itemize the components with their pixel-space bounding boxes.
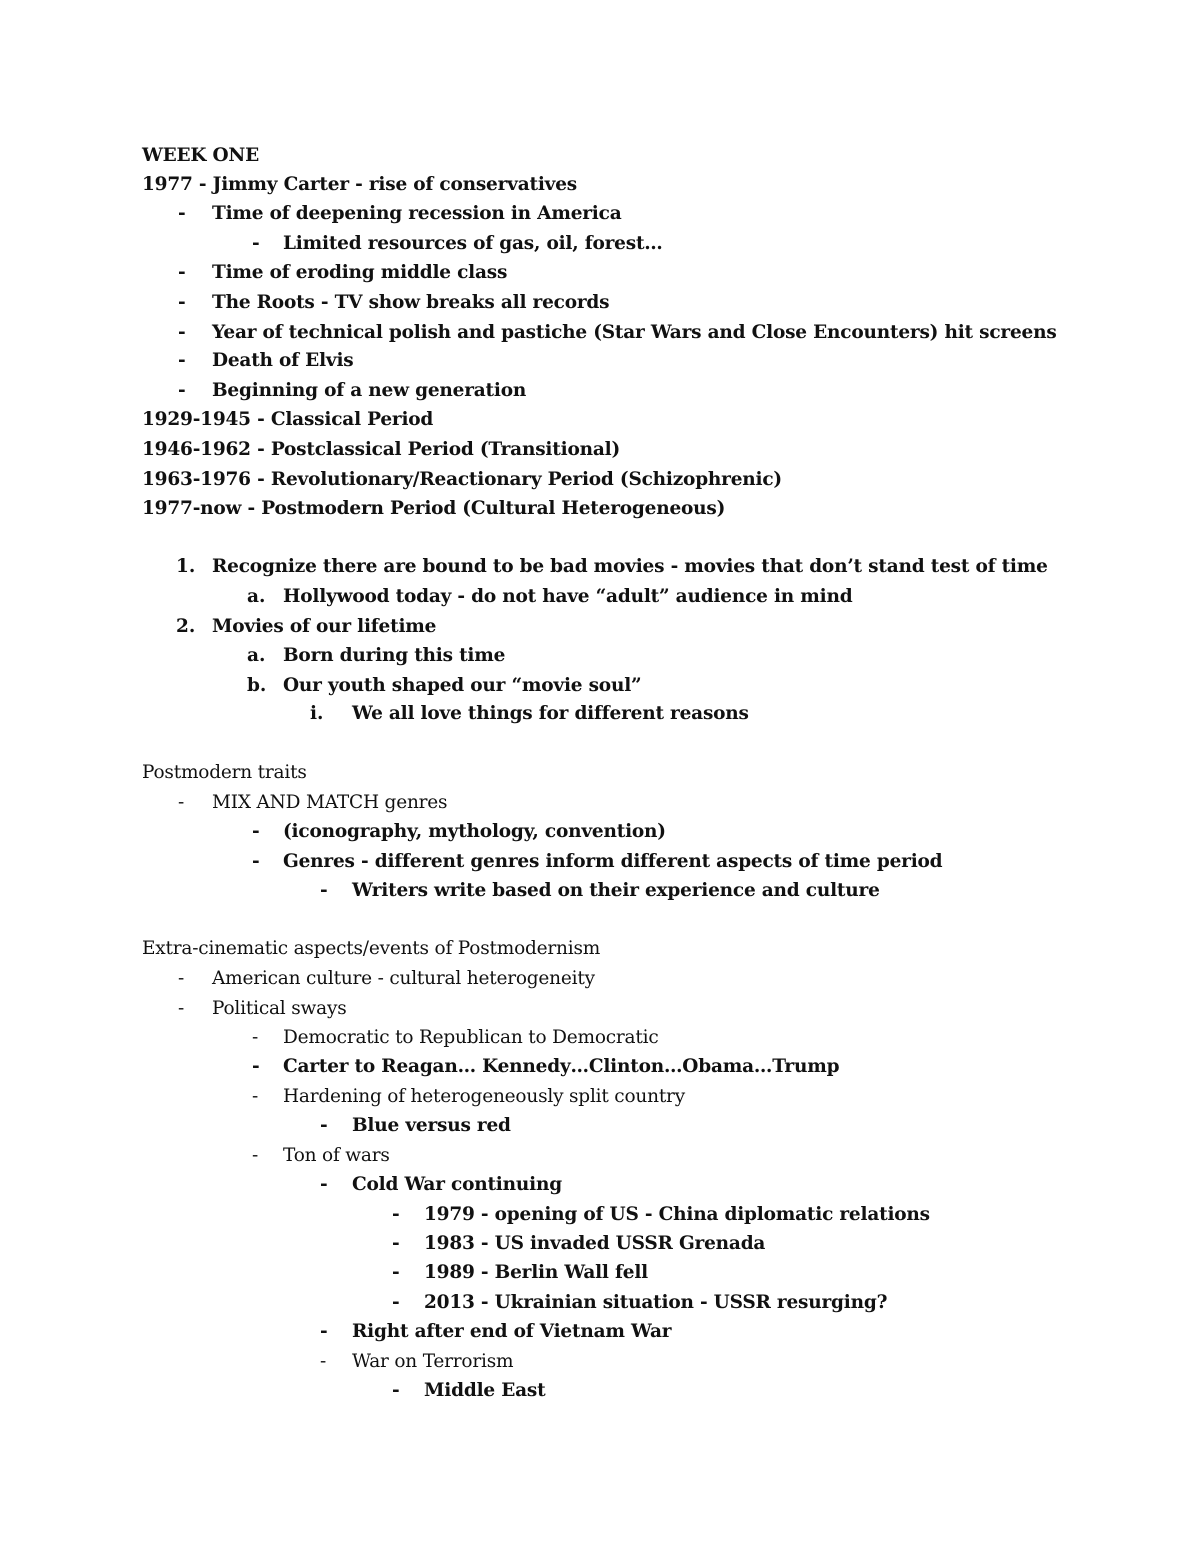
list-marker: - xyxy=(178,322,186,343)
list-marker: - xyxy=(252,821,260,842)
list-item-text: Time of deepening recession in America xyxy=(212,203,622,224)
list-marker: - xyxy=(252,1145,259,1166)
list-item-text: Death of Elvis xyxy=(212,350,354,371)
list-marker: a. xyxy=(247,586,266,607)
list-item-text: Carter to Reagan… Kennedy…Clinton…Obama…Trump xyxy=(283,1056,840,1077)
list-marker: - xyxy=(178,350,186,371)
list-item-text: Beginning of a new generation xyxy=(212,380,527,401)
list-item-text: MIX AND MATCH genres xyxy=(212,792,448,813)
list-marker: - xyxy=(320,880,328,901)
list-item-text: We all love things for different reasons xyxy=(352,703,749,724)
list-marker: - xyxy=(178,998,185,1019)
list-item-text: Right after end of Vietnam War xyxy=(352,1321,672,1342)
list-marker: - xyxy=(392,1380,400,1401)
list-item-text: Democratic to Republican to Democratic xyxy=(283,1027,659,1048)
list-item-text: (iconography, mythology, convention) xyxy=(283,821,666,842)
list-item-text: Political sways xyxy=(212,998,347,1019)
list-item-text: Cold War continuing xyxy=(352,1174,562,1195)
list-marker: - xyxy=(178,968,185,989)
list-marker: - xyxy=(252,1086,259,1107)
list-item-text: 2013 - Ukrainian situation - USSR resurging? xyxy=(424,1292,888,1313)
list-item-text: Our youth shaped our “movie soul” xyxy=(283,675,642,696)
list-marker: b. xyxy=(247,675,267,696)
list-marker: - xyxy=(392,1262,400,1283)
list-marker: a. xyxy=(247,645,266,666)
list-marker: - xyxy=(178,203,186,224)
note-line: 1946-1962 - Postclassical Period (Transitional) xyxy=(142,439,620,460)
note-line: 1977 - Jimmy Carter - rise of conservatives xyxy=(142,174,578,195)
list-marker: - xyxy=(320,1351,327,1372)
list-item-text: 1983 - US invaded USSR Grenada xyxy=(424,1233,766,1254)
list-marker: 1. xyxy=(176,556,196,577)
list-item-text: Middle East xyxy=(424,1380,546,1401)
list-item-text: Limited resources of gas, oil, forest… xyxy=(283,233,663,254)
list-item-text: Genres - different genres inform different aspects of time period xyxy=(283,851,943,872)
list-item-text: Blue versus red xyxy=(352,1115,511,1136)
list-marker: i. xyxy=(310,703,324,724)
page-heading: WEEK ONE xyxy=(142,145,260,166)
list-item-text: Born during this time xyxy=(283,645,506,666)
list-item-text: Recognize there are bound to be bad movies - movies that don’t stand test of time xyxy=(212,556,1048,577)
note-line: 1929-1945 - Classical Period xyxy=(142,409,434,430)
list-marker: - xyxy=(392,1292,400,1313)
list-item-text: Hardening of heterogeneously split country xyxy=(283,1086,685,1107)
list-item-text: Year of technical polish and pastiche (Star Wars and Close Encounters) hit screens xyxy=(212,322,1057,343)
list-marker: - xyxy=(252,851,260,872)
list-marker: - xyxy=(178,792,185,813)
list-item-text: American culture - cultural heterogeneity xyxy=(212,968,595,989)
list-item-text: Ton of wars xyxy=(283,1145,390,1166)
note-line: 1977-now - Postmodern Period (Cultural Heterogeneous) xyxy=(142,498,726,519)
list-marker: - xyxy=(392,1204,400,1225)
list-marker: - xyxy=(252,233,260,254)
list-item-text: Movies of our lifetime xyxy=(212,616,437,637)
list-item-text: Writers write based on their experience and culture xyxy=(352,880,880,901)
list-marker: - xyxy=(320,1174,328,1195)
list-item-text: Hollywood today - do not have “adult” audience in mind xyxy=(283,586,853,607)
list-marker: - xyxy=(392,1233,400,1254)
list-marker: - xyxy=(178,262,186,283)
list-marker: - xyxy=(320,1115,328,1136)
list-marker: 2. xyxy=(176,616,196,637)
list-marker: - xyxy=(252,1056,260,1077)
list-marker: - xyxy=(178,292,186,313)
list-marker: - xyxy=(320,1321,328,1342)
list-item-text: The Roots - TV show breaks all records xyxy=(212,292,610,313)
list-marker: - xyxy=(178,380,186,401)
list-item-text: 1979 - opening of US - China diplomatic relations xyxy=(424,1204,930,1225)
list-marker: - xyxy=(252,1027,259,1048)
list-item-text: Time of eroding middle class xyxy=(212,262,508,283)
note-line: 1963-1976 - Revolutionary/Reactionary Period (Schizophrenic) xyxy=(142,469,782,490)
list-item-text: 1989 - Berlin Wall fell xyxy=(424,1262,648,1283)
note-line: Postmodern traits xyxy=(142,762,307,783)
list-item-text: War on Terrorism xyxy=(352,1351,514,1372)
note-line: Extra-cinematic aspects/events of Postmodernism xyxy=(142,938,601,959)
